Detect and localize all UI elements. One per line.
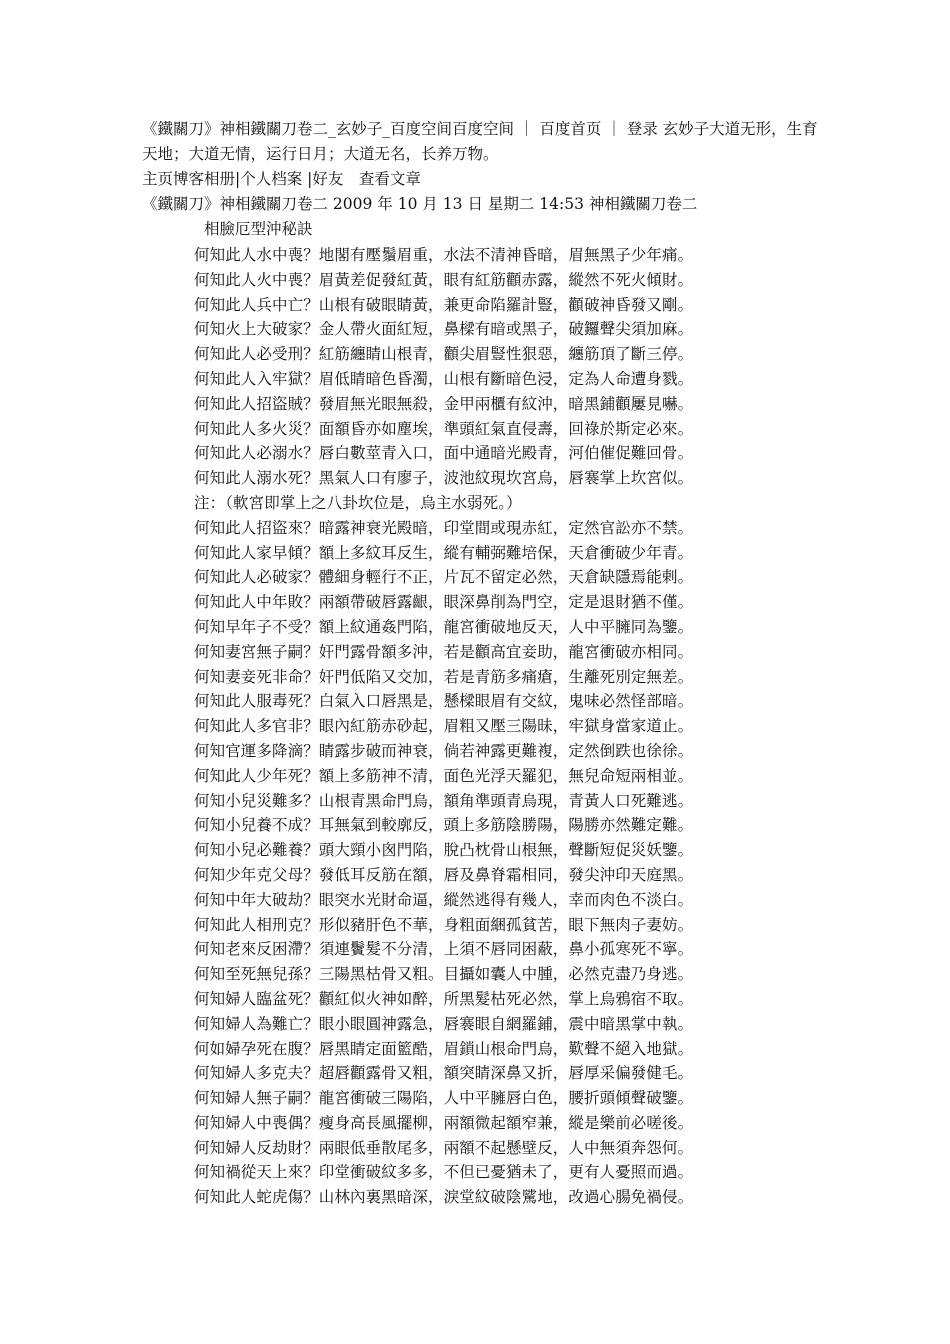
verse-line: 何知婦人無子嗣？龍宮衝破三陽陷，人中平臃唇白色，腰折頭傾聲破鑒。: [194, 1089, 694, 1108]
verse-line: 何知此人相刑克？形似豬肝色不華，身粗面綑孤貧苦，眼下無肉子妻妨。: [194, 915, 694, 934]
nav-links[interactable]: 主页博客相册|个人档案 |好友 查看文章: [142, 170, 421, 188]
verse-line: 何知此人必溺水？唇白數莖青入口，面中通暗光殿青，河伯催促難回骨。: [194, 444, 694, 463]
verse-line: 何知此人溺水死？黑氣人口有廖子，波池紋現坎宮烏，唇褰掌上坎宮似。: [194, 469, 694, 488]
verse-line: 何知此人多官非？眼內紅筋赤砂起，眉粗又壓三陽昧，牢獄身當家道止。: [194, 717, 694, 736]
verse-line: 何知此人水中喪？地閣有壓鬚眉重，水法不清神昏暗，眉無黑子少年痛。: [194, 246, 694, 264]
verse-line: 何知中年大破劫？眼突水光財命逼，縱然逃得有幾人，幸而肉色不淡白。: [194, 890, 694, 909]
verse-line: 何知此人必破家？體細身輕行不正，片瓦不留定必然，天倉缺隱焉能剌。: [194, 568, 694, 587]
verse-line: 何知此人中年敗？兩額帶破唇露齦，眼深鼻削為門空，定是退財猶不僅。: [194, 593, 694, 612]
verse-line: 何知婦人臨盆死？顴紅似火神如醉，所黑髮枯死必然，掌上烏鴉宿不取。: [194, 989, 694, 1008]
verse-line: 何知此人服毒死？白氣入口唇黑是，懸樑眼眉有交紋，鬼味必然怪部暗。: [194, 692, 694, 711]
verse-line: 何知婦人為難亡？眼小眼圓神露急，唇褰眼自網羅鋪，震中暗黑掌中執。: [194, 1014, 694, 1033]
verse-line: 何知此人少年死？額上多筋神不清，面色光浮天羅犯，無兒命短兩相並。: [194, 766, 694, 785]
verse-line: 注：（軟宮即掌上之八卦坎位是，烏主水弱死。）: [194, 493, 522, 512]
verse-line: 何知此人多火災？面額昏亦如塵埃，準頭紅氣直侵壽，回祿於斯定必來。: [194, 419, 694, 438]
verse-line: 何知小兒養不成？耳無氣到較廓反，頭上多筋陰勝陽，陽勝亦然難定難。: [194, 816, 694, 835]
verse-line: 何知此人兵中亡？山根有破眼睛黃，兼更命陷羅計豎，顴破神昏發又剛。: [194, 295, 694, 314]
verse-line: 何知至死無兒孫？三陽黑枯骨又粗。目攝如囊人中腫，必然克盡乃身逃。: [194, 965, 694, 984]
verse-line: 何知小兒必難養？頭大頸小囪門陷，脫凸枕骨山根無，聲斷短促災妖鑒。: [194, 841, 694, 860]
article-meta: 《鐵關刀》神相鐵關刀卷二 2009 年 10 月 13 日 星期二 14:53 神相鐵關刀卷二: [142, 195, 698, 213]
verse-list: [194, 243, 822, 1210]
verse-line: 何知此人蛇虎傷？山林內裏黑暗深，淚堂紋破陰騭地，改過心腸免禍侵。: [194, 1188, 694, 1207]
verse-line: 何知此人入牢獄？眉低睛暗色昏濁，山根有斷暗色浸，定為人命遭身戮。: [194, 369, 694, 388]
document-page: [142, 117, 822, 1210]
verse-line: 何知火上大破家？金人帶火面紅短，鼻樑有暗或黑子，破鑼聲尖須加麻。: [194, 320, 694, 339]
verse-line: 何知婦人多克夫？超唇顴露骨又粗，額突睛深鼻又折，唇厚采偏發健毛。: [194, 1064, 694, 1083]
verse-line: 何知此人必受刑？紅筋纏睛山根青，顴尖眉豎性狠惡，纏筋頂了斷三停。: [194, 345, 694, 364]
verse-line: 何知早年子不受？額上紋通姦門陷，龍宮衝破地反天，人中平臃同為鑒。: [194, 617, 694, 636]
verse-line: 何知妻宮無子嗣？奸門露骨額多沖，若是顴高宜妾助，龍宮衝破亦相同。: [194, 642, 694, 661]
verse-line: 何知禍從天上來？印堂衝破紋多多，不但已憂猶未了，更有人憂照而過。: [194, 1163, 694, 1182]
verse-line: 何知妻妾死非命？奸門低陷又交加，若是青筋多痛瘡，生離死別定無差。: [194, 667, 694, 686]
verse-line: 何知少年克父母？發低耳反筋在額，唇及鼻脊霜相同，發尖沖印天庭黑。: [194, 865, 694, 884]
verse-line: 何知此人招盜來？暗露神衰光殿暗，印堂間或現赤紅，定然官訟亦不禁。: [194, 518, 694, 537]
section-title: 相臉厄型沖秘訣: [204, 220, 313, 238]
verse-line: 何知此人招盜賊？發眉無光眼無殺，金甲兩櫃有紋沖，暗黑鋪顴屢見嚇。: [194, 394, 694, 413]
verse-line: 何知此人火中喪？眉黃差促發紅黃，眼有紅筋顴赤露，縱然不死火傾財。: [194, 270, 694, 289]
verse-line: 何知官運多降滴？睛露步破而神衰，倘若神露更難複，定然倒跌也徐徐。: [194, 741, 694, 760]
verse-line: 何知婦人反劫財？兩眼低垂散尾多，兩額不起懸壁反，人中無須奔怨何。: [194, 1138, 694, 1157]
verse-line: 何如婦孕死在腹？唇黑睛定面籃酷，眉鎖山根命門烏，歎聲不絕入地獄。: [194, 1039, 694, 1058]
verse-line: 何知小兒災難多？山根青黑命門烏，額角準頭青烏現，青黃人口死難逃。: [194, 791, 694, 810]
verse-line: 何知此人家早傾？額上多紋耳反生，縱有輔弼難培保，天倉衝破少年青。: [194, 543, 694, 562]
verse-line: 何知老來反困滯？須連鬢髮不分清，上須不唇同困蔽，鼻小孤寒死不寧。: [194, 940, 694, 959]
page-header-text: 《鐵關刀》神相鐵關刀卷二_玄妙子_百度空间百度空间 ｜ 百度首页 ｜ 登录 玄妙子大道无形，生育天地；大道无情，运行日月；大道无名，长养万物。: [142, 120, 818, 163]
verse-line: 何知婦人中喪偶？瘦身高長風擺柳，兩額微起額窄兼，縱是樂前必嗟後。: [194, 1113, 694, 1132]
